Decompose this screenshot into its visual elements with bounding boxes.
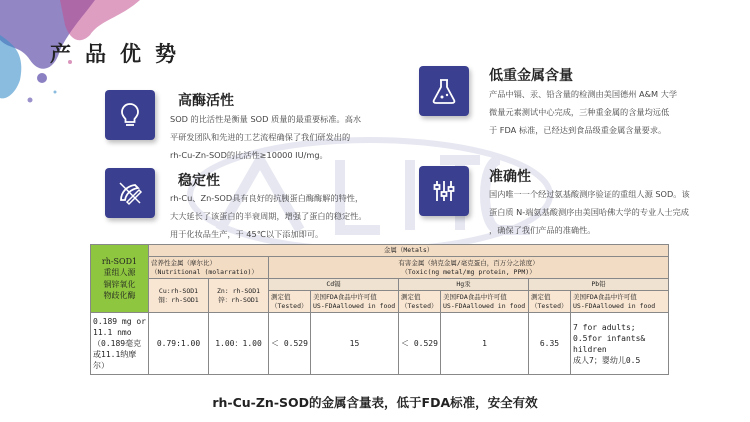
metals-content-table — [90, 244, 669, 375]
feature-desc-accuracy: 国内唯一一个经过氨基酸测序验证的重组人源 SOD。该 蛋白质 N-端氨基酸测序由美国哈佛大学的专业人士完成 ，确保了我们产品的准确性。 — [489, 189, 690, 235]
feature-desc-high-activity: SOD 的比活性是衡量 SOD 质量的最重要标准。高水 平研发团队和先进的工艺流程确保了我们研发出的 rh-Cu-Zn-SOD的比活性≥10000 IU/mg。 — [170, 114, 362, 160]
feature-title-stability: 稳定性 — [178, 173, 220, 189]
feature-title-low-heavy-metal: 低重金属含量 — [489, 68, 573, 84]
cu-ratio-header: Cu:rh-SOD1 铜：rh-SOD1 — [149, 279, 209, 313]
cu-ratio-value: 0.79:1.00 — [149, 313, 209, 375]
cd-fda-header: 美国FDA食品中许可值 US-FDAallowed in food — [311, 291, 399, 313]
pb-fda-value: 7 for adults; 0.5for infants& hildren 成人7；婴幼儿0.5 — [571, 313, 669, 375]
pb-tested-header: 测定值 （Tested） — [529, 291, 571, 313]
cd-header: Cd镉 — [269, 279, 399, 291]
hg-tested-header: 测定值 （Tested） — [399, 291, 441, 313]
cd-tested-header: 测定值 （Tested） — [269, 291, 311, 313]
sliders-icon — [419, 166, 469, 216]
lightbulb-icon — [105, 90, 155, 140]
toxic-header: 有害金属（纳克金属/毫克蛋白，百万分之浓度） （Toxic(ng metal/mg protein, PPM)） — [269, 257, 669, 279]
zn-ratio-value: 1.00：1.00 — [209, 313, 269, 375]
feature-desc-low-heavy-metal: 产品中镉、汞、铅含量的检测由美国德州 A&M 大学 微量元素测试中心完成，三种重金属的含量均远低 于 FDA 标准，已经达到食品级重金属含量要求。 — [489, 89, 678, 135]
pb-fda-header: 美国FDA食品中许可值 US-FDAallowed in food — [571, 291, 669, 313]
feature-title-accuracy: 准确性 — [489, 169, 531, 185]
sample-amount-cell: 0.189 mg or 11.1 nmo （0.189毫克 或11.1纳摩 尔） — [91, 313, 149, 375]
pb-header: Pb铅 — [529, 279, 669, 291]
pb-tested-value: 6.35 — [529, 313, 571, 375]
cd-fda-value: 15 — [311, 313, 399, 375]
metals-header: 金属（Metals） — [149, 245, 669, 257]
hg-fda-header: 美国FDA食品中许可值 US-FDAallowed in food — [441, 291, 529, 313]
product-label-cell: rh-SOD1 重组人源 铜锌氧化 物歧化酶 — [91, 245, 149, 313]
cd-tested-value: ＜ 0.529 — [269, 313, 311, 375]
hg-header: Hg汞 — [399, 279, 529, 291]
shield-broken-icon — [105, 168, 155, 218]
nutritional-header: 营养性金属（摩尔比） （Nutritional (molarratio)） — [149, 257, 269, 279]
hg-tested-value: ＜ 0.529 — [399, 313, 441, 375]
page-title: 产品优势 — [50, 42, 190, 66]
flask-icon — [419, 66, 469, 116]
feature-title-high-activity: 高酶活性 — [178, 93, 234, 109]
feature-desc-stability: rh-Cu、Zn-SOD具有良好的抗胰蛋白酶酶解的特性， 大大延长了该蛋白的半衰周期，增强了蛋白的稳定性。 用于化妆品生产，于 45℃以下添加即可。 — [170, 193, 367, 239]
table-caption: rh-Cu-Zn-SOD的金属含量表，低于FDA标准，安全有效 — [212, 395, 538, 410]
hg-fda-value: 1 — [441, 313, 529, 375]
zn-ratio-header: Zn: rh-SOD1 锌：rh-SOD1 — [209, 279, 269, 313]
